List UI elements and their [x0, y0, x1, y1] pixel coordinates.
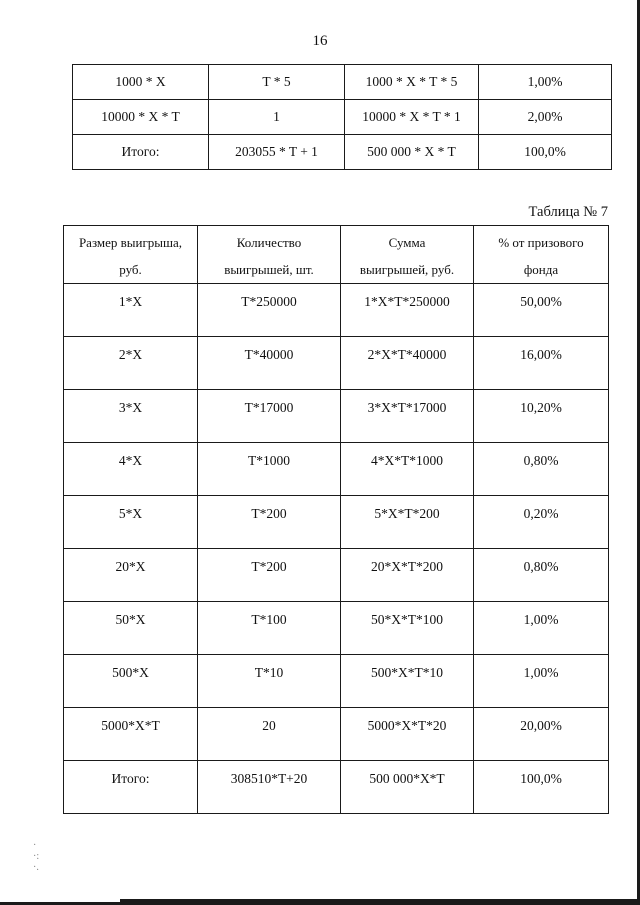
- table-row: [64, 337, 609, 390]
- table-cell: 50*X*T*100: [341, 602, 474, 655]
- table-cell: Итого:: [64, 761, 198, 814]
- continuation-table: [72, 64, 612, 170]
- table-row: [64, 549, 609, 602]
- table-cell: 2*X: [64, 337, 198, 390]
- table-cell: 1,00%: [474, 655, 609, 708]
- table-cell: 500*X*T*10: [341, 655, 474, 708]
- table-row: [64, 443, 609, 496]
- table-cell: 1: [209, 100, 345, 135]
- table-cell: T*200: [198, 549, 341, 602]
- table-cell: T*40000: [198, 337, 341, 390]
- header-cell: Размер выигрыша, руб.: [64, 226, 198, 284]
- table-cell: 100,0%: [479, 135, 612, 170]
- table-cell: T*10: [198, 655, 341, 708]
- header-cell: Количество выигрышей, шт.: [198, 226, 341, 284]
- header-row: [64, 226, 609, 284]
- table-cell: 0,80%: [474, 549, 609, 602]
- table-cell: 10000 * X * T * 1: [345, 100, 479, 135]
- table-cell: 5*X: [64, 496, 198, 549]
- table-cell: 1000 * X: [73, 65, 209, 100]
- table-row: [64, 496, 609, 549]
- table-row: [64, 284, 609, 337]
- table-row: [73, 100, 612, 135]
- table-cell: 1*X: [64, 284, 198, 337]
- table-cell: 308510*T+20: [198, 761, 341, 814]
- table-cell: 20,00%: [474, 708, 609, 761]
- table-cell: 10000 * X * T: [73, 100, 209, 135]
- scan-edge-gap: [0, 898, 120, 902]
- table-cell: T*200: [198, 496, 341, 549]
- table-cell: 500 000*X*T: [341, 761, 474, 814]
- table-row: [73, 65, 612, 100]
- table-cell: 2*X*T*40000: [341, 337, 474, 390]
- table-cell: T*250000: [198, 284, 341, 337]
- table-cell: 5*X*T*200: [341, 496, 474, 549]
- table-cell: 4*X: [64, 443, 198, 496]
- table-cell: 0,20%: [474, 496, 609, 549]
- table-cell: 50*X: [64, 602, 198, 655]
- table-row: [64, 761, 609, 814]
- table-row: [64, 602, 609, 655]
- table-cell: 50,00%: [474, 284, 609, 337]
- table-cell: 3*X: [64, 390, 198, 443]
- table-cell: 500 000 * X * T: [345, 135, 479, 170]
- header-cell: Сумма выигрышей, руб.: [341, 226, 474, 284]
- table-caption: Таблица № 7: [528, 204, 608, 220]
- table-cell: 2,00%: [479, 100, 612, 135]
- margin-marks: · ·: ·.: [33, 840, 40, 873]
- table-cell: T * 5: [209, 65, 345, 100]
- table-cell: T*100: [198, 602, 341, 655]
- table-cell: 20*X: [64, 549, 198, 602]
- table-cell: 20*X*T*200: [341, 549, 474, 602]
- table-cell: 4*X*T*1000: [341, 443, 474, 496]
- table-cell: 203055 * T + 1: [209, 135, 345, 170]
- table-cell: 1000 * X * T * 5: [345, 65, 479, 100]
- header-cell: % от призового фонда: [474, 226, 609, 284]
- table-row: [64, 708, 609, 761]
- table-cell: 1,00%: [474, 602, 609, 655]
- page-number: 16: [312, 33, 328, 49]
- table-cell: 5000*X*T*20: [341, 708, 474, 761]
- table-cell: 1*X*T*250000: [341, 284, 474, 337]
- table-cell: 10,20%: [474, 390, 609, 443]
- table-row: [64, 655, 609, 708]
- table-cell: 0,80%: [474, 443, 609, 496]
- table-cell: 3*X*T*17000: [341, 390, 474, 443]
- table-cell: 100,0%: [474, 761, 609, 814]
- table-cell: 500*X: [64, 655, 198, 708]
- table-cell: T*1000: [198, 443, 341, 496]
- table-cell: 1,00%: [479, 65, 612, 100]
- table-cell: 16,00%: [474, 337, 609, 390]
- table-row: [64, 390, 609, 443]
- table-cell: T*17000: [198, 390, 341, 443]
- table-cell: Итого:: [73, 135, 209, 170]
- table-row: [73, 135, 612, 170]
- table-cell: 5000*X*T: [64, 708, 198, 761]
- prize-table: [63, 225, 609, 814]
- table-cell: 20: [198, 708, 341, 761]
